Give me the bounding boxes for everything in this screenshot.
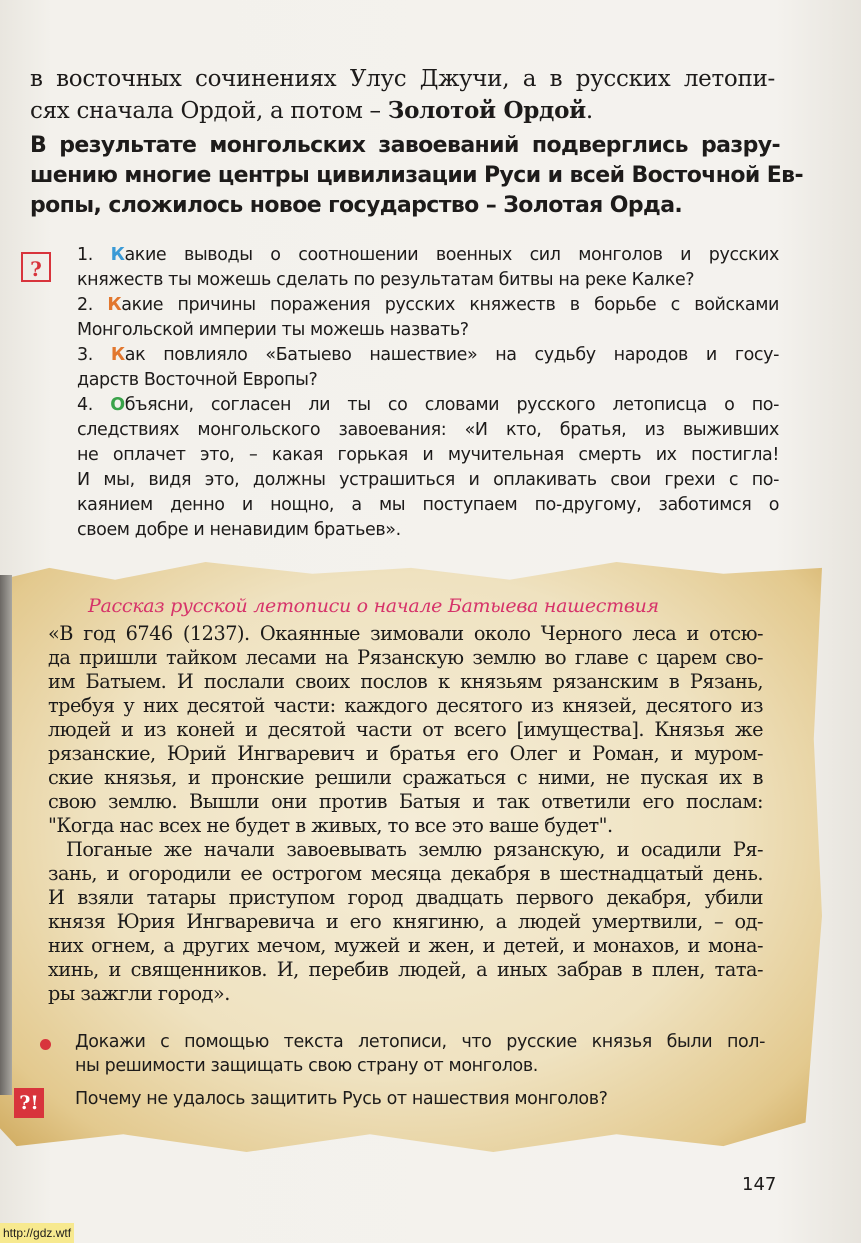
- question-initial: К: [110, 345, 125, 365]
- text-line: Докажи с помощью текста летописи, что русские князья были пол-: [75, 1032, 765, 1052]
- chronicle-title: Рассказ русской летописи о начале Батыева нашествия: [88, 595, 659, 617]
- text-line: зань, и огородили ее острогом месяца декабря в шестнадцатый день.: [48, 862, 763, 885]
- question-number: 2.: [77, 295, 108, 315]
- question-number: 3.: [77, 345, 111, 365]
- question-item: [77, 393, 779, 543]
- text-line: людей и из коней и десятой части от всего [имущества]. Князья же: [48, 718, 763, 741]
- text-line: [77, 293, 779, 318]
- text-line: требуя у них десятой части: каждого десятого из князей, десятого из: [48, 694, 763, 717]
- question-initial: К: [110, 245, 125, 265]
- text-line: «В год 6746 (1237). Окаянные зимовали около Черного леса и отсю-: [48, 622, 763, 645]
- text-line: каянием денно и нощно, а мы поступаем по-другому, заботимся о: [77, 495, 779, 515]
- bullet-icon: [40, 1039, 51, 1050]
- question-initial: О: [110, 395, 125, 415]
- text-line: ны решимости защищать свою страну от монголов.: [75, 1056, 538, 1076]
- text-line: И взяли татары приступом город двадцать первого декабря, убили: [48, 886, 763, 909]
- task-text: [75, 1030, 765, 1078]
- text-line: свою землю. Вышли они против Батыя и так ответили его послам:: [48, 790, 763, 813]
- summary-paragraph: [30, 131, 804, 221]
- question-number: 4.: [77, 395, 111, 415]
- page-number: 147: [742, 1174, 777, 1195]
- text-line: дарств Восточной Европы?: [77, 370, 318, 390]
- text-line: "Когда нас всех не будет в живых, то все это ваше будет".: [48, 814, 613, 837]
- text-line: В результате монгольских завоеваний подверглись разру-: [30, 133, 780, 158]
- bold-term: Золотой Ордой: [387, 97, 586, 124]
- text-fragment: .: [585, 98, 593, 124]
- text-line: [77, 393, 779, 418]
- text-fragment: ак повлияло «Батыево нашествие» на судьбу народов и госу-: [124, 345, 780, 365]
- text-line: княжеств ты можешь сделать по результатам битвы на реке Калке?: [77, 270, 695, 290]
- text-line: [77, 343, 779, 368]
- question-number: 1.: [77, 245, 111, 265]
- questions-list: [77, 243, 779, 543]
- text-line: них огнем, а других мечом, мужей и жен, и детей, и монахов, и мона-: [48, 934, 763, 957]
- text-line: да пришли тайком лесами на Рязанскую землю во главе с царем сво-: [48, 646, 763, 669]
- text-line: Монгольской империи ты можешь назвать?: [77, 320, 469, 340]
- question-item: [77, 293, 779, 343]
- text-line: ропы, сложилось новое государство – Золотая Орда.: [30, 193, 683, 218]
- text-line: не оплачет это, – какая горькая и мучительная смерть их постигла!: [77, 445, 779, 465]
- text-line: ры зажгли город».: [48, 982, 230, 1005]
- question-item: [77, 343, 779, 393]
- text-line: следствиях монгольского завоевания: «И кто, братья, из выживших: [77, 420, 779, 440]
- page-spine-shadow: [0, 575, 12, 1095]
- text-line: им Батыем. И послали своих послов к князьям рязанским в Рязань,: [48, 670, 763, 693]
- question-item: [77, 243, 779, 293]
- text-line: хинь, и священников. И, перебив людей, а иных забрав в плен, тата-: [48, 958, 763, 981]
- chronicle-text: [48, 622, 763, 1006]
- problem-icon: ?!: [14, 1088, 44, 1118]
- text-fragment: акие причины поражения русских княжеств в борьбе с войсками: [121, 295, 779, 315]
- text-line: Поганые же начали завоевывать землю рязанскую, и осадили Ря-: [66, 838, 763, 861]
- text-fragment: акие выводы о соотношении военных сил монголов и русских: [124, 245, 779, 265]
- text-line: ские князья, и пронские решили сражаться с ними, не пуская их в: [48, 766, 763, 789]
- text-line: шению многие центры цивилизации Руси и всей Восточной Ев-: [30, 163, 804, 188]
- text-fragment: сях сначала Ордой, а потом –: [30, 98, 388, 124]
- text-line: рязанские, Юрий Ингваревич и братья его Олег и Роман, и муром-: [48, 742, 763, 765]
- text-line: [30, 95, 775, 127]
- intro-paragraph: [30, 64, 775, 127]
- text-line: своем добре и ненавидим братьев».: [77, 520, 401, 540]
- question-initial: К: [107, 295, 122, 315]
- problem-question: Почему не удалось защитить Русь от нашествия монголов?: [75, 1089, 608, 1109]
- text-fragment: бъясни, согласен ли ты со словами русского летописца о по-: [124, 395, 779, 415]
- text-line: князя Юрия Ингваревича и его княгиню, а людей умертвили, – од-: [48, 910, 763, 933]
- text-line: в восточных сочинениях Улус Джучи, а в русских летопи-: [30, 66, 775, 92]
- watermark-link[interactable]: http://gdz.wtf: [0, 1223, 74, 1243]
- text-line: И мы, видя это, должны устрашиться и оплакивать свои грехи с по-: [77, 470, 779, 490]
- question-mark-icon: ?: [21, 252, 51, 282]
- text-line: [77, 243, 779, 268]
